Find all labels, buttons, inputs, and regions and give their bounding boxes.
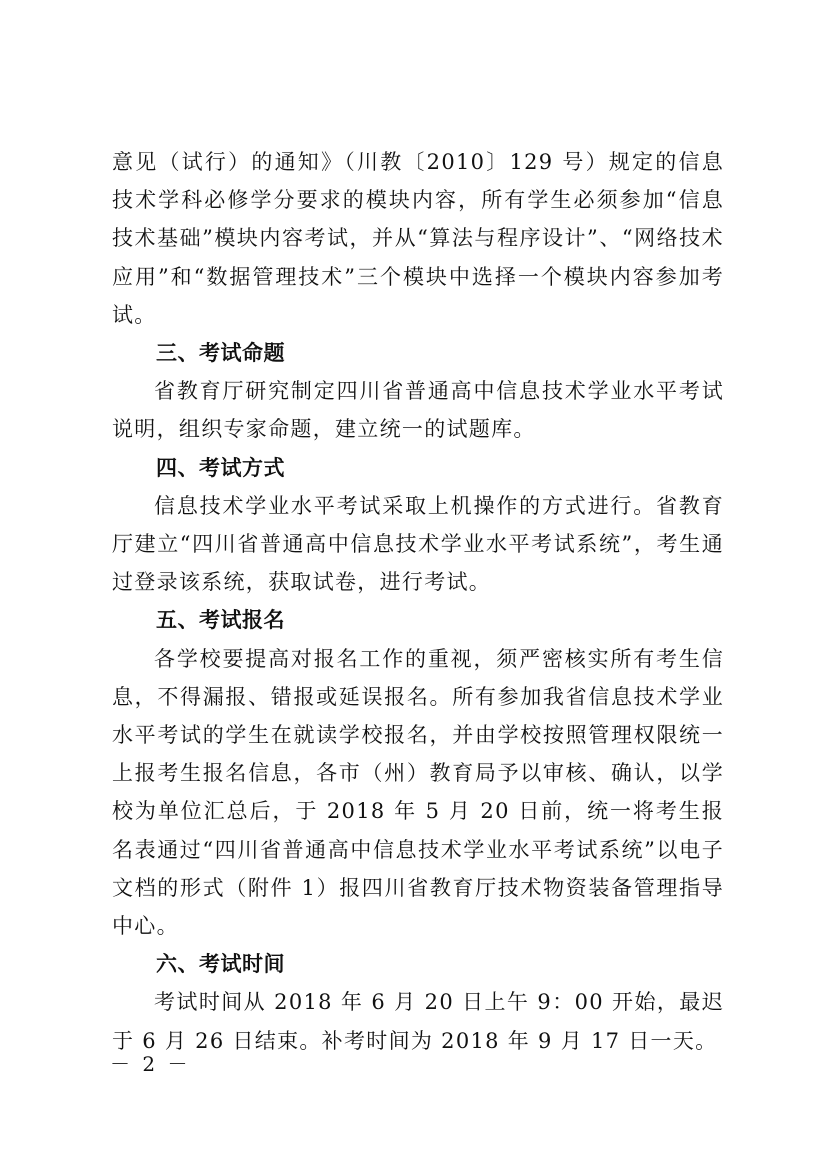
- paragraph-exam-registration: 各学校要提高对报名工作的重视，须严密核实所有考生信息，不得漏报、错报或延误报名。所有参加我省信息技术学业水平考试的学生在就读学校报名，并由学校按照管理权限统一上报考生报名信息，各市（州）教育局予以审核、确认，以学校为单位汇总后，于 2018 年 5 月 20 日前，统一将考生报名表通过“四川省普通高中信息技术学业水平考试系统”以电子文档的形式（附件 1）报四川省教育厅技术物资装备管理指导中心。: [112, 646, 724, 939]
- section-heading-exam-questions: 三、考试命题: [156, 341, 285, 366]
- paragraph-exam-questions: 省教育厅研究制定四川省普通高中信息技术学业水平考试说明，组织专家命题，建立统一的试题库。: [112, 379, 724, 442]
- paragraph-exam-method: 信息技术学业水平考试采取上机操作的方式进行。省教育厅建立“四川省普通高中信息技术学业水平考试系统”，考生通过登录该系统，获取试卷，进行考试。: [112, 493, 724, 595]
- section-heading-exam-registration: 五、考试报名: [156, 608, 285, 633]
- page-number: － 2 －: [110, 1052, 191, 1076]
- document-body: [112, 143, 724, 1060]
- section-heading-exam-time: 六、考试时间: [156, 952, 285, 977]
- section-heading-exam-method: 四、考试方式: [156, 455, 285, 480]
- paragraph-exam-time: 考试时间从 2018 年 6 月 20 日上午 9：00 开始，最迟于 6 月 26 日结束。补考时间为 2018 年 9 月 17 日一天。: [112, 990, 724, 1053]
- paragraph-continuation: 意见（试行）的通知》（川教〔2010〕129 号）规定的信息技术学科必修学分要求的模块内容，所有学生必须参加“信息技术基础”模块内容考试，并从“算法与程序设计”、“网络技术应用”和“数据管理技术”三个模块中选择一个模块内容参加考试。: [112, 150, 724, 327]
